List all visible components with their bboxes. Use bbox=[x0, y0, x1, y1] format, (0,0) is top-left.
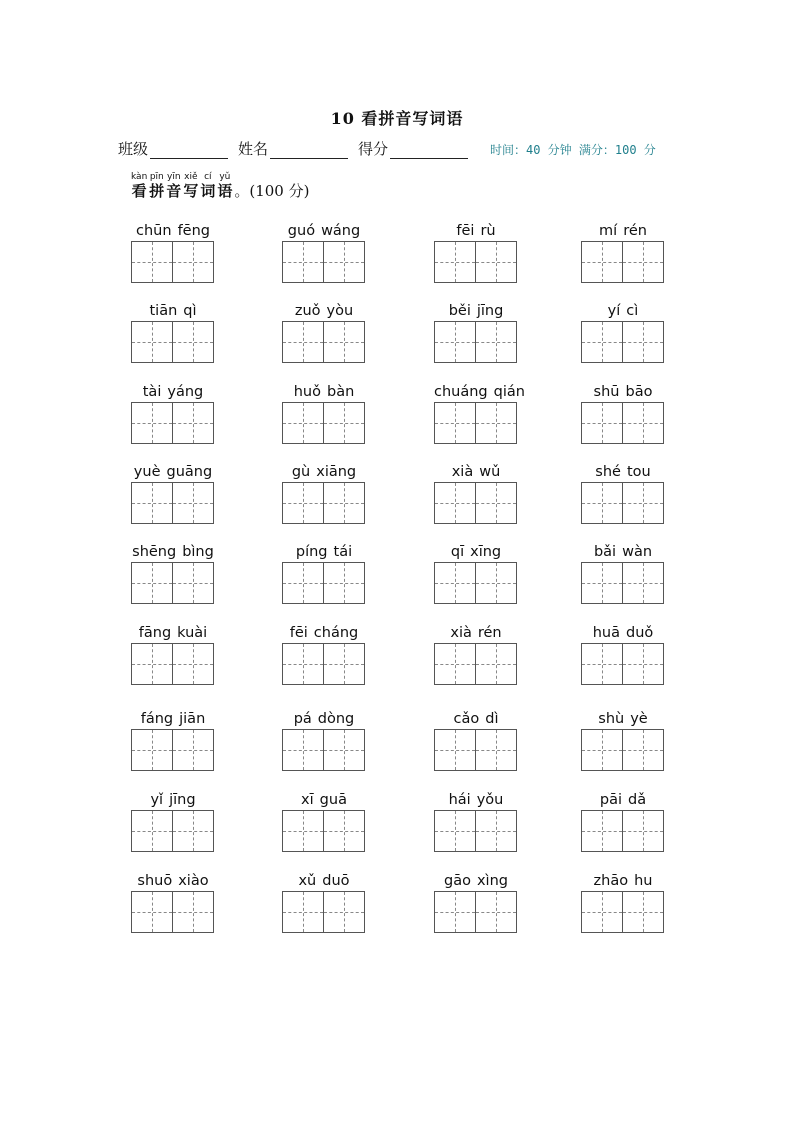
name-field[interactable] bbox=[238, 138, 348, 159]
pinyin-syllable: fēng bbox=[177, 223, 210, 239]
pinyin-syllable: qián bbox=[493, 384, 525, 400]
pinyin-syllable: yòu bbox=[326, 303, 354, 319]
pinyin-syllable: shé bbox=[595, 464, 621, 480]
writing-boxes bbox=[282, 562, 366, 604]
tianzige-writing-cell[interactable] bbox=[323, 402, 365, 444]
instruction-char bbox=[217, 172, 232, 200]
writing-boxes bbox=[282, 891, 366, 933]
writing-boxes bbox=[131, 810, 215, 852]
pinyin-syllable: dòng bbox=[317, 711, 355, 727]
pinyin-syllable: wáng bbox=[321, 223, 361, 239]
pinyin-syllable: cǎo bbox=[453, 711, 480, 727]
word-pinyin bbox=[431, 872, 521, 890]
word-pinyin bbox=[279, 302, 369, 320]
tianzige-writing-cell[interactable] bbox=[282, 482, 324, 524]
writing-boxes bbox=[131, 891, 215, 933]
tianzige-writing-cell[interactable] bbox=[172, 482, 214, 524]
writing-boxes bbox=[434, 402, 518, 444]
word-pinyin bbox=[578, 624, 668, 642]
pinyin-syllable: cháng bbox=[313, 625, 359, 641]
pinyin-syllable: yáng bbox=[167, 384, 204, 400]
pinyin-syllable: fāng bbox=[138, 625, 172, 641]
tianzige-writing-cell[interactable] bbox=[475, 729, 517, 771]
pinyin-syllable: shuō bbox=[137, 873, 173, 889]
writing-boxes bbox=[282, 241, 366, 283]
tianzige-writing-cell[interactable] bbox=[622, 402, 664, 444]
pinyin-syllable: pá bbox=[293, 711, 312, 727]
tianzige-writing-cell[interactable] bbox=[434, 891, 476, 933]
pinyin-syllable: tài bbox=[142, 384, 162, 400]
tianzige-writing-cell[interactable] bbox=[282, 729, 324, 771]
tianzige-writing-cell[interactable] bbox=[622, 810, 664, 852]
pinyin-syllable: shēng bbox=[132, 544, 177, 560]
word-pinyin bbox=[578, 302, 668, 320]
writing-boxes bbox=[434, 562, 518, 604]
pinyin-syllable: wǔ bbox=[479, 464, 501, 480]
time-and-score-info: 时间：40 分钟 满分：100 分 bbox=[490, 143, 656, 157]
pinyin-syllable: hu bbox=[634, 873, 653, 889]
tianzige-writing-cell[interactable] bbox=[622, 241, 664, 283]
tianzige-writing-cell[interactable] bbox=[434, 241, 476, 283]
tianzige-writing-cell[interactable] bbox=[282, 321, 324, 363]
word-pinyin bbox=[128, 543, 218, 561]
name-label: 姓名 bbox=[238, 140, 269, 158]
tianzige-writing-cell[interactable] bbox=[434, 562, 476, 604]
tianzige-writing-cell[interactable] bbox=[282, 402, 324, 444]
tianzige-writing-cell[interactable] bbox=[282, 891, 324, 933]
pinyin-syllable: huǒ bbox=[293, 384, 321, 400]
word-pinyin bbox=[128, 872, 218, 890]
class-field[interactable] bbox=[118, 138, 228, 159]
writing-boxes bbox=[581, 482, 665, 524]
tianzige-writing-cell[interactable] bbox=[475, 643, 517, 685]
tianzige-writing-cell[interactable] bbox=[581, 562, 623, 604]
tianzige-writing-cell[interactable] bbox=[475, 482, 517, 524]
instruction bbox=[131, 172, 309, 200]
tianzige-writing-cell[interactable] bbox=[622, 643, 664, 685]
pinyin-syllable: kuài bbox=[177, 625, 208, 641]
instruction-pinyin: yǔ bbox=[219, 172, 231, 182]
pinyin-syllable: bìng bbox=[182, 544, 214, 560]
instruction-hanzi: 音 bbox=[166, 182, 182, 200]
tianzige-writing-cell[interactable] bbox=[172, 729, 214, 771]
word-pinyin bbox=[128, 624, 218, 642]
tianzige-writing-cell[interactable] bbox=[323, 482, 365, 524]
word-pinyin bbox=[431, 383, 525, 401]
tianzige-writing-cell[interactable] bbox=[622, 321, 664, 363]
pinyin-syllable: rù bbox=[480, 223, 496, 239]
word-pinyin bbox=[578, 222, 668, 240]
tianzige-writing-cell[interactable] bbox=[172, 810, 214, 852]
pinyin-syllable: xī bbox=[301, 792, 314, 808]
pinyin-syllable: běi bbox=[448, 303, 471, 319]
pinyin-syllable: rén bbox=[477, 625, 502, 641]
pinyin-syllable: guā bbox=[319, 792, 347, 808]
tianzige-writing-cell[interactable] bbox=[172, 321, 214, 363]
pinyin-syllable: rén bbox=[623, 223, 647, 239]
tianzige-writing-cell[interactable] bbox=[622, 562, 664, 604]
instruction-hanzi: 看 bbox=[131, 182, 147, 200]
writing-boxes bbox=[282, 482, 366, 524]
tianzige-writing-cell[interactable] bbox=[475, 402, 517, 444]
instruction-hanzi: 词 bbox=[200, 182, 216, 200]
writing-boxes bbox=[434, 482, 518, 524]
word-pinyin bbox=[279, 543, 369, 561]
tianzige-writing-cell[interactable] bbox=[323, 643, 365, 685]
pinyin-syllable: tái bbox=[333, 544, 353, 560]
tianzige-writing-cell[interactable] bbox=[475, 241, 517, 283]
pinyin-syllable: gāo bbox=[444, 873, 471, 889]
tianzige-writing-cell[interactable] bbox=[131, 321, 173, 363]
pinyin-syllable: shù bbox=[598, 711, 625, 727]
word-pinyin bbox=[128, 383, 218, 401]
tianzige-writing-cell[interactable] bbox=[323, 891, 365, 933]
instruction-pinyin: xiě bbox=[184, 172, 198, 182]
word-pinyin bbox=[431, 710, 521, 728]
word-pinyin bbox=[431, 791, 521, 809]
tianzige-writing-cell[interactable] bbox=[131, 241, 173, 283]
tianzige-writing-cell[interactable] bbox=[434, 482, 476, 524]
pinyin-syllable: dì bbox=[485, 711, 499, 727]
score-blank[interactable] bbox=[390, 142, 468, 159]
pinyin-syllable: yí bbox=[607, 303, 621, 319]
tianzige-writing-cell[interactable] bbox=[434, 810, 476, 852]
word-pinyin bbox=[128, 463, 218, 481]
tianzige-writing-cell[interactable] bbox=[581, 241, 623, 283]
tianzige-writing-cell[interactable] bbox=[131, 482, 173, 524]
instruction-pinyin: yīn bbox=[167, 172, 181, 182]
tianzige-writing-cell[interactable] bbox=[581, 891, 623, 933]
pinyin-syllable: qì bbox=[183, 303, 197, 319]
pinyin-syllable: fēi bbox=[289, 625, 308, 641]
tianzige-writing-cell[interactable] bbox=[172, 891, 214, 933]
tianzige-writing-cell[interactable] bbox=[581, 729, 623, 771]
pinyin-syllable: wàn bbox=[622, 544, 653, 560]
writing-boxes bbox=[434, 891, 518, 933]
word-pinyin bbox=[279, 463, 369, 481]
pinyin-syllable: zhāo bbox=[593, 873, 629, 889]
tianzige-writing-cell[interactable] bbox=[131, 402, 173, 444]
instruction-char bbox=[183, 172, 198, 200]
pinyin-syllable: jīng bbox=[476, 303, 504, 319]
pinyin-syllable: hái bbox=[448, 792, 471, 808]
tianzige-writing-cell[interactable] bbox=[172, 241, 214, 283]
writing-boxes bbox=[131, 321, 215, 363]
word-pinyin bbox=[578, 543, 668, 561]
pinyin-syllable: fáng bbox=[140, 711, 174, 727]
tianzige-writing-cell[interactable] bbox=[434, 729, 476, 771]
tianzige-writing-cell[interactable] bbox=[581, 321, 623, 363]
tianzige-writing-cell[interactable] bbox=[323, 321, 365, 363]
word-pinyin bbox=[578, 463, 668, 481]
tianzige-writing-cell[interactable] bbox=[131, 891, 173, 933]
writing-boxes bbox=[131, 241, 215, 283]
pinyin-syllable: xià bbox=[450, 625, 472, 641]
pinyin-syllable: píng bbox=[295, 544, 328, 560]
pinyin-syllable: fēi bbox=[456, 223, 475, 239]
writing-boxes bbox=[434, 729, 518, 771]
pinyin-syllable: yǒu bbox=[476, 792, 504, 808]
tianzige-writing-cell[interactable] bbox=[323, 729, 365, 771]
writing-boxes bbox=[581, 891, 665, 933]
tianzige-writing-cell[interactable] bbox=[323, 562, 365, 604]
instruction-pinyin: cí bbox=[204, 172, 212, 182]
tianzige-writing-cell[interactable] bbox=[434, 402, 476, 444]
pinyin-syllable: chuáng bbox=[434, 384, 488, 400]
pinyin-syllable: duō bbox=[322, 873, 350, 889]
tianzige-writing-cell[interactable] bbox=[131, 729, 173, 771]
pinyin-syllable: guāng bbox=[166, 464, 213, 480]
pinyin-syllable: yè bbox=[630, 711, 648, 727]
tianzige-writing-cell[interactable] bbox=[131, 810, 173, 852]
writing-boxes bbox=[131, 402, 215, 444]
word-pinyin bbox=[128, 302, 218, 320]
tianzige-writing-cell[interactable] bbox=[131, 643, 173, 685]
word-pinyin bbox=[279, 624, 369, 642]
writing-boxes bbox=[131, 729, 215, 771]
word-pinyin bbox=[431, 543, 521, 561]
pinyin-syllable: xīng bbox=[470, 544, 502, 560]
tianzige-writing-cell[interactable] bbox=[581, 810, 623, 852]
instruction-char bbox=[166, 172, 181, 200]
word-pinyin bbox=[128, 791, 218, 809]
word-pinyin bbox=[431, 222, 521, 240]
instruction-hanzi: 语 bbox=[217, 182, 233, 200]
word-pinyin bbox=[279, 710, 369, 728]
word-pinyin bbox=[578, 710, 668, 728]
tianzige-writing-cell[interactable] bbox=[622, 729, 664, 771]
writing-boxes bbox=[434, 810, 518, 852]
pinyin-syllable: cì bbox=[626, 303, 639, 319]
pinyin-syllable: guó bbox=[287, 223, 316, 239]
tianzige-writing-cell[interactable] bbox=[434, 643, 476, 685]
word-pinyin bbox=[431, 302, 521, 320]
pinyin-syllable: huā bbox=[592, 625, 620, 641]
word-pinyin bbox=[128, 222, 218, 240]
pinyin-syllable: duǒ bbox=[626, 625, 654, 641]
writing-boxes bbox=[434, 241, 518, 283]
word-pinyin bbox=[279, 791, 369, 809]
word-pinyin bbox=[128, 710, 218, 728]
tianzige-writing-cell[interactable] bbox=[282, 241, 324, 283]
pinyin-syllable: chūn bbox=[136, 223, 172, 239]
tianzige-writing-cell[interactable] bbox=[323, 810, 365, 852]
instruction-char bbox=[200, 172, 215, 200]
pinyin-syllable: shū bbox=[593, 384, 620, 400]
instruction-points: 。(100 分) bbox=[234, 182, 310, 200]
writing-boxes bbox=[581, 241, 665, 283]
pinyin-syllable: bǎi bbox=[593, 544, 617, 560]
class-blank[interactable] bbox=[150, 142, 228, 159]
instruction-hanzi: 写 bbox=[183, 182, 199, 200]
writing-boxes bbox=[131, 562, 215, 604]
tianzige-writing-cell[interactable] bbox=[622, 891, 664, 933]
pinyin-syllable: xǔ bbox=[298, 873, 317, 889]
writing-boxes bbox=[282, 321, 366, 363]
student-info-row bbox=[118, 138, 718, 160]
writing-boxes bbox=[581, 643, 665, 685]
tianzige-writing-cell[interactable] bbox=[475, 810, 517, 852]
score-label: 得分 bbox=[358, 140, 389, 158]
tianzige-writing-cell[interactable] bbox=[622, 482, 664, 524]
pinyin-syllable: jiān bbox=[179, 711, 206, 727]
page-title: 10 看拼音写词语 bbox=[330, 109, 464, 128]
pinyin-syllable: tou bbox=[626, 464, 651, 480]
pinyin-syllable: jīng bbox=[169, 792, 196, 808]
pinyin-syllable: qī bbox=[450, 544, 465, 560]
pinyin-syllable: pāi bbox=[599, 792, 623, 808]
writing-boxes bbox=[282, 810, 366, 852]
tianzige-writing-cell[interactable] bbox=[172, 402, 214, 444]
word-pinyin bbox=[431, 463, 521, 481]
word-pinyin bbox=[578, 383, 668, 401]
writing-boxes bbox=[581, 321, 665, 363]
tianzige-writing-cell[interactable] bbox=[475, 562, 517, 604]
writing-boxes bbox=[581, 810, 665, 852]
pinyin-syllable: xià bbox=[451, 464, 474, 480]
word-pinyin bbox=[578, 872, 668, 890]
pinyin-syllable: yuè bbox=[133, 464, 161, 480]
tianzige-writing-cell[interactable] bbox=[323, 241, 365, 283]
writing-boxes bbox=[131, 482, 215, 524]
class-label: 班级 bbox=[118, 140, 149, 158]
pinyin-syllable: yǐ bbox=[150, 792, 164, 808]
pinyin-syllable: xìng bbox=[476, 873, 508, 889]
pinyin-syllable: gù bbox=[291, 464, 311, 480]
writing-boxes bbox=[282, 643, 366, 685]
word-pinyin bbox=[279, 872, 369, 890]
tianzige-writing-cell[interactable] bbox=[282, 562, 324, 604]
writing-boxes bbox=[434, 643, 518, 685]
tianzige-writing-cell[interactable] bbox=[282, 810, 324, 852]
writing-boxes bbox=[581, 729, 665, 771]
pinyin-syllable: tiān bbox=[149, 303, 178, 319]
tianzige-writing-cell[interactable] bbox=[581, 643, 623, 685]
instruction-char bbox=[149, 172, 164, 200]
instruction-hanzi: 拼 bbox=[149, 182, 165, 200]
writing-boxes bbox=[282, 402, 366, 444]
tianzige-writing-cell[interactable] bbox=[172, 643, 214, 685]
word-pinyin bbox=[431, 624, 521, 642]
pinyin-syllable: zuǒ bbox=[294, 303, 321, 319]
tianzige-writing-cell[interactable] bbox=[172, 562, 214, 604]
tianzige-writing-cell[interactable] bbox=[581, 402, 623, 444]
tianzige-writing-cell[interactable] bbox=[475, 321, 517, 363]
writing-boxes bbox=[282, 729, 366, 771]
pinyin-syllable: mí bbox=[599, 223, 618, 239]
name-blank[interactable] bbox=[270, 142, 348, 159]
writing-boxes bbox=[581, 402, 665, 444]
instruction-char bbox=[131, 172, 147, 200]
writing-boxes bbox=[434, 321, 518, 363]
pinyin-syllable: xiào bbox=[178, 873, 209, 889]
tianzige-writing-cell[interactable] bbox=[131, 562, 173, 604]
tianzige-writing-cell[interactable] bbox=[581, 482, 623, 524]
instruction-pinyin: kàn bbox=[131, 172, 148, 182]
word-pinyin bbox=[279, 383, 369, 401]
word-pinyin bbox=[279, 222, 369, 240]
pinyin-syllable: bàn bbox=[326, 384, 355, 400]
instruction-pinyin: pīn bbox=[149, 172, 164, 182]
pinyin-syllable: dǎ bbox=[628, 792, 647, 808]
writing-boxes bbox=[131, 643, 215, 685]
pinyin-syllable: xiāng bbox=[316, 464, 357, 480]
writing-boxes bbox=[581, 562, 665, 604]
tianzige-writing-cell[interactable] bbox=[282, 643, 324, 685]
score-field[interactable] bbox=[358, 138, 468, 159]
tianzige-writing-cell[interactable] bbox=[475, 891, 517, 933]
tianzige-writing-cell[interactable] bbox=[434, 321, 476, 363]
word-pinyin bbox=[578, 791, 668, 809]
pinyin-syllable: bāo bbox=[625, 384, 653, 400]
